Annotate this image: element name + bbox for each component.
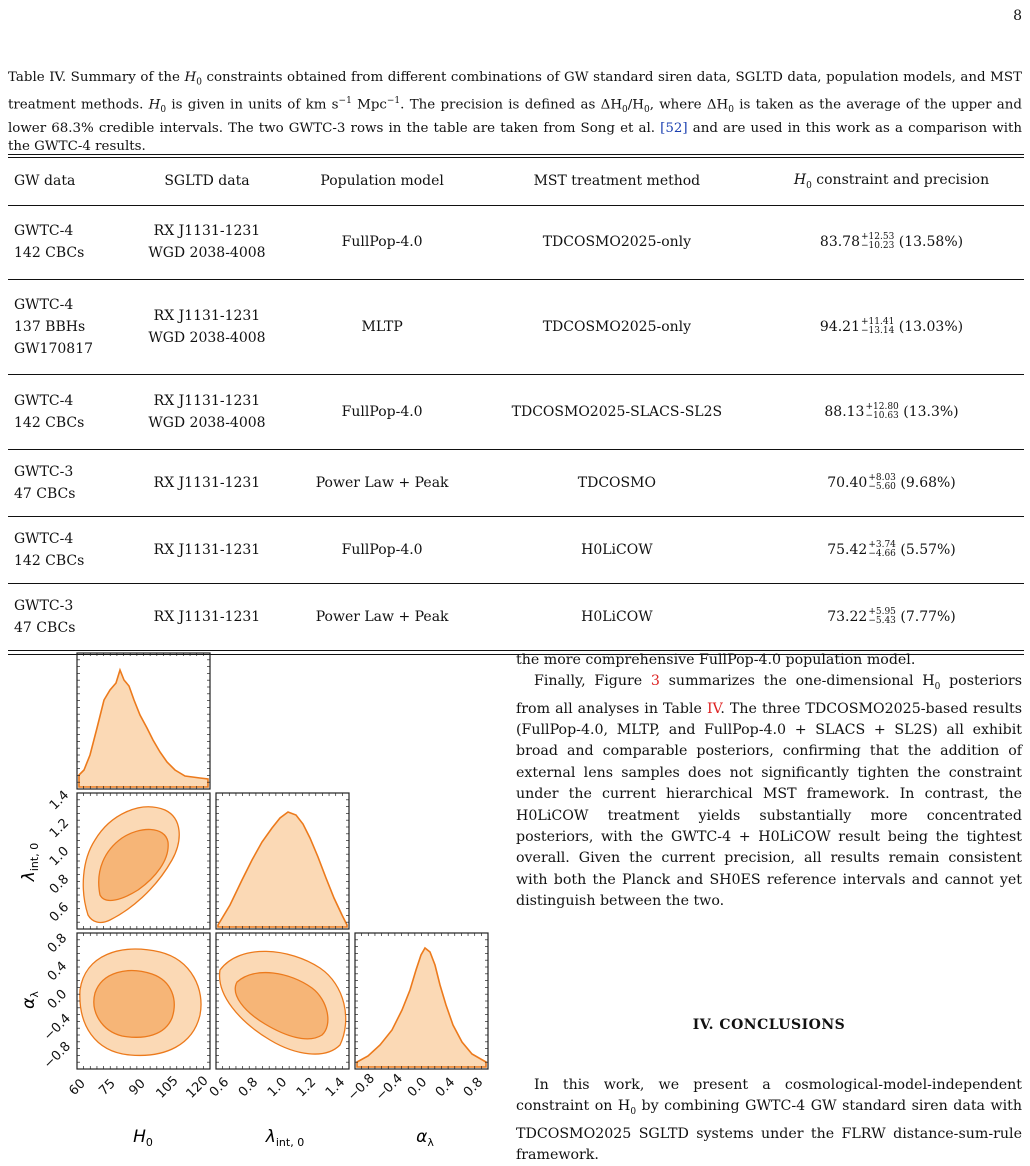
cell-gw-data: GWTC-4 142 CBCs: [8, 375, 124, 450]
lambda-y-tick-label: 1.0: [46, 843, 73, 870]
cell-gw-data: GWTC-4 137 BBHs GW170817: [8, 280, 124, 375]
cell-h0-constraint: 75.42 +3.74 −4.66 (5.57%): [759, 517, 1024, 584]
lambda-y-tick-label: 0.8: [46, 871, 73, 898]
header-mst-method: MST treatment method: [533, 173, 701, 189]
table-row: [8, 517, 1024, 584]
cell-population-model: FullPop-4.0: [290, 375, 475, 450]
alpha-tick-label: 0.8: [460, 1074, 487, 1101]
alpha-y-tick-label: 0.4: [44, 958, 71, 985]
header-gw-data: GW data: [14, 173, 76, 189]
lambda-posterior-curve: [218, 812, 347, 927]
paragraph: Finally, Figure 3 summarizes the one-dimensional $H_0$ posteriors from all analyses in Table IV. The three TDCOSMO2025-based results (FullPop-4.0, MLTP, and FullPop-4.0 + SLACS + SL2S) all exhibit broad and comparable posteriors, confirming that the addition of external lens samples does not significantly tighten the constraint under the current hierarchical MST framework. In contrast, the H0LiCOW treatment yields substantially more concentrated posteriors, with the GWTC-4 + H0LiCOW result being the tightest overall. Given the current precision, all results remain consistent with both the Planck and SH0ES reference intervals and cannot yet distinguish between the two.: [516, 673, 1022, 910]
header-sgltd-data: SGLTD data: [164, 173, 250, 189]
h0-axis-title: $H_0$: [133, 1127, 153, 1149]
h0-tick-label: 120: [183, 1073, 212, 1102]
lambda-tick-label: 1.2: [293, 1074, 320, 1101]
alpha-y-axis-title: $\alpha_\lambda$: [19, 991, 41, 1009]
alpha-y-tick-label: −0.4: [41, 1011, 74, 1044]
conclusion-text: In this work, we present a cosmological-model-independent constraint on $H_0$ by combining GWTC-4 GW standard siren data with TDCOSMO2025 SGLTD systems under the FLRW distance-sum-rule framework.: [516, 1077, 1023, 1164]
cell-sgltd-data: RX J1131-1231 WGD 2038-4008: [124, 375, 289, 450]
body-text: [516, 650, 1022, 913]
cell-sgltd-data: RX J1131-1231 WGD 2038-4008: [124, 280, 289, 375]
table-row: [8, 280, 1024, 375]
cell-sgltd-data: RX J1131-1231: [124, 450, 289, 517]
lambda-y-axis-title: $\lambda_{int, 0}$: [19, 842, 41, 882]
cell-gw-data: GWTC-4 142 CBCs: [8, 517, 124, 584]
table-row: [8, 205, 1024, 280]
cell-mst-method: TDCOSMO: [475, 450, 759, 517]
alpha-y-tick-label: 0.8: [44, 930, 71, 957]
alpha-tick-label: 0.4: [432, 1074, 459, 1101]
cell-mst-method: H0LiCOW: [475, 584, 759, 651]
section-heading: IV. CONCLUSIONS: [692, 1017, 846, 1033]
alpha-tick-label: −0.4: [373, 1071, 406, 1104]
h0-tick-label: 90: [126, 1076, 149, 1099]
cell-gw-data: GWTC-4 142 CBCs: [8, 205, 124, 280]
cell-mst-method: TDCOSMO2025-SLACS-SL2S: [475, 375, 759, 450]
alpha-h0-contour-68: [94, 971, 174, 1038]
alpha-axis-title: $\alpha_\lambda$: [416, 1127, 434, 1149]
cell-mst-method: TDCOSMO2025-only: [475, 205, 759, 280]
paragraph: the more comprehensive FullPop-4.0 population model.: [516, 652, 916, 668]
table-caption: Table IV. Summary of the $H_0$ constraints obtained from different combinations of GW standard siren data, SGLTD data, population models, and MST treatment methods. $H_0$ is given in units of km $s^{-1}$ Mpc$^{-1}$. The precision is defined as $\Delta H_0/H_0$, where $\Delta H_0$ is taken as the average of the upper and lower 68.3% credible intervals. The two GWTC-3 rows in the table are taken from Song et al. [52] and are used in this work as a comparison with the GWTC-4 results.: [8, 70, 1022, 155]
cell-sgltd-data: RX J1131-1231: [124, 584, 289, 651]
table-ref-link[interactable]: IV: [706, 700, 721, 717]
cell-sgltd-data: RX J1131-1231: [124, 517, 289, 584]
cell-h0-constraint: 94.21 +11.41 −13.14 (13.03%): [759, 280, 1024, 375]
h0-tick-label: 75: [96, 1076, 119, 1099]
cell-population-model: MLTP: [290, 280, 475, 375]
header-population-model: Population model: [320, 173, 444, 189]
alpha-y-tick-label: −0.8: [41, 1039, 74, 1072]
lambda-tick-label: 0.6: [206, 1074, 233, 1101]
alpha-y-tick-label: 0.0: [44, 986, 71, 1013]
h0-tick-label: 60: [66, 1076, 89, 1099]
cell-h0-constraint: 88.13 +12.80 −10.63 (13.3%): [759, 375, 1024, 450]
header-h0-constraint: $H_0$ constraint and precision: [793, 171, 990, 191]
h0-posterior-curve: [79, 670, 208, 787]
cell-h0-constraint: 73.22 +5.95 −5.43 (7.77%): [759, 584, 1024, 651]
table-top-rule: [8, 154, 1024, 155]
lambda-y-tick-label: 1.2: [46, 815, 73, 842]
page-number: 8: [1013, 8, 1022, 24]
lambda-tick-label: 1.0: [264, 1074, 291, 1101]
alpha-tick-label: 0.0: [404, 1074, 431, 1101]
cell-sgltd-data: RX J1131-1231 WGD 2038-4008: [124, 205, 289, 280]
lambda-y-tick-label: 1.4: [46, 787, 73, 814]
figure-ref-link[interactable]: 3: [650, 673, 660, 690]
table-row: [8, 375, 1024, 450]
results-table: [8, 157, 1024, 651]
h0-tick-label: 105: [153, 1073, 182, 1102]
alpha-posterior-curve: [357, 948, 486, 1067]
lambda-tick-label: 1.4: [322, 1074, 349, 1101]
cell-mst-method: TDCOSMO2025-only: [475, 280, 759, 375]
corner-plot: [0, 640, 500, 1162]
cell-population-model: FullPop-4.0: [290, 517, 475, 584]
citation-link[interactable]: [52]: [660, 120, 688, 136]
lambda-tick-label: 0.8: [235, 1074, 262, 1101]
cell-h0-constraint: 70.40 +8.03 −5.60 (9.68%): [759, 450, 1024, 517]
cell-population-model: Power Law + Peak: [290, 584, 475, 651]
header-rule: [8, 205, 1024, 206]
cell-gw-data: GWTC-3 47 CBCs: [8, 584, 124, 651]
cell-gw-data: GWTC-3 47 CBCs: [8, 450, 124, 517]
cell-population-model: FullPop-4.0: [290, 205, 475, 280]
cell-mst-method: H0LiCOW: [475, 517, 759, 584]
lambda-axis-title: $\lambda_{int, 0}$: [265, 1127, 305, 1149]
cell-h0-constraint: 83.78 +12.53 −10.23 (13.58%): [759, 205, 1024, 280]
alpha-tick-label: −0.8: [345, 1071, 378, 1104]
cell-population-model: Power Law + Peak: [290, 450, 475, 517]
lambda-y-tick-label: 0.6: [46, 899, 73, 926]
table-row: [8, 450, 1024, 517]
